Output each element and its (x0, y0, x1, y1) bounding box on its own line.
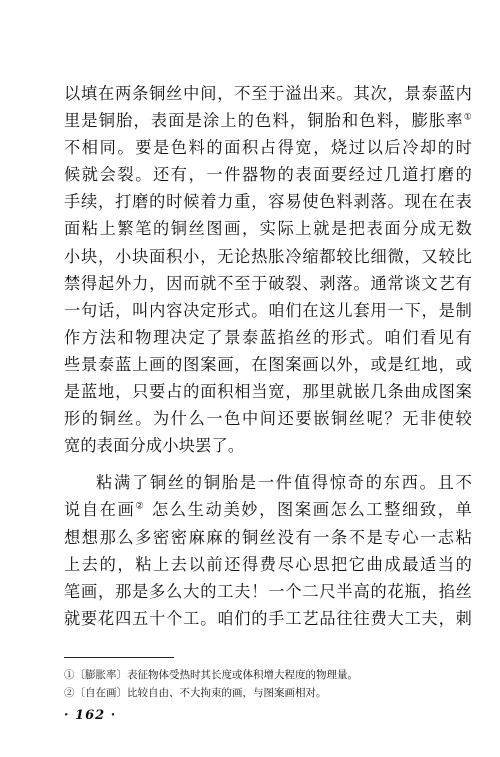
paragraph-1 (64, 80, 472, 459)
page-body (64, 80, 472, 659)
text-line: 不相同。要是色料的面积占得宽，烧过以后冷却的时 (64, 138, 472, 158)
text-line: 宽的表面分成小块罢了。 (64, 436, 245, 456)
text-line: 手续，打磨的时候着力重，容易使色料剥落。现在在表 (64, 192, 472, 212)
footnote-1: ①〔膨胀率〕表征物体受热时其长度或体积增大程度的物理量。 (64, 669, 358, 681)
page-number: · 162 · (64, 708, 117, 723)
footnote-marker-2: ② (135, 502, 146, 513)
text-line: 上去的，粘上去以前还得费尽心思把它曲成最适当的 (64, 554, 472, 574)
text-line: 形的铜丝。为什么一色中间还要嵌铜丝呢？无非使较 (64, 409, 472, 429)
text-line: 就要花四五十个工。咱们的手工艺品往往费大工夫，刺 (64, 608, 472, 628)
text-line: 一句话，叫内容决定形式。咱们在这儿套用一下，是制 (64, 300, 472, 320)
text-line: 里是铜胎，表面是涂上的色料，铜胎和色料，膨胀率① (64, 111, 472, 131)
paragraph-2 (64, 469, 472, 659)
text-line: 是蓝地，只要占的面积相当宽，那里就嵌几条曲成图案 (64, 382, 472, 402)
text-line: 以填在两条铜丝中间，不至于溢出来。其次，景泰蓝内 (64, 84, 472, 103)
footnote-divider (64, 657, 174, 658)
footnote-2: ②〔自在画〕比较自由、不大拘束的画，与图案画相对。 (64, 687, 327, 699)
footnote-marker-1: ① (463, 112, 472, 123)
text-line: 候就会裂。还有，一件器物的表面要经过几道打磨的 (64, 165, 472, 185)
text-line: 笔画，那是多么大的工夫！一个二尺半高的花瓶，掐丝 (64, 581, 472, 601)
text-line: 小块，小块面积小，无论热胀冷缩都较比细微，又较比 (64, 246, 472, 266)
text-line: 面粘上繁笔的铜丝图画，实际上就是把表面分成无数 (64, 219, 472, 239)
text-line: 粘满了铜丝的铜胎是一件值得惊奇的东西。且不 (96, 473, 472, 493)
text-line (64, 632, 472, 659)
text-line: 作方法和物理决定了景泰蓝掐丝的形式。咱们看见有 (64, 327, 472, 347)
text-line: 想想那么多密密麻麻的铜丝没有一条不是专心一志粘 (64, 527, 472, 547)
footnotes (64, 666, 484, 702)
text-line: 说自在画② 怎么生动美妙，图案画怎么工整细致，单 (64, 500, 472, 520)
text-line: 些景泰蓝上画的图案画，在图案画以外，或是红地，或 (64, 354, 472, 374)
text-line: 禁得起外力，因而就不至于破裂、剥落。通常谈文艺有 (64, 273, 472, 293)
